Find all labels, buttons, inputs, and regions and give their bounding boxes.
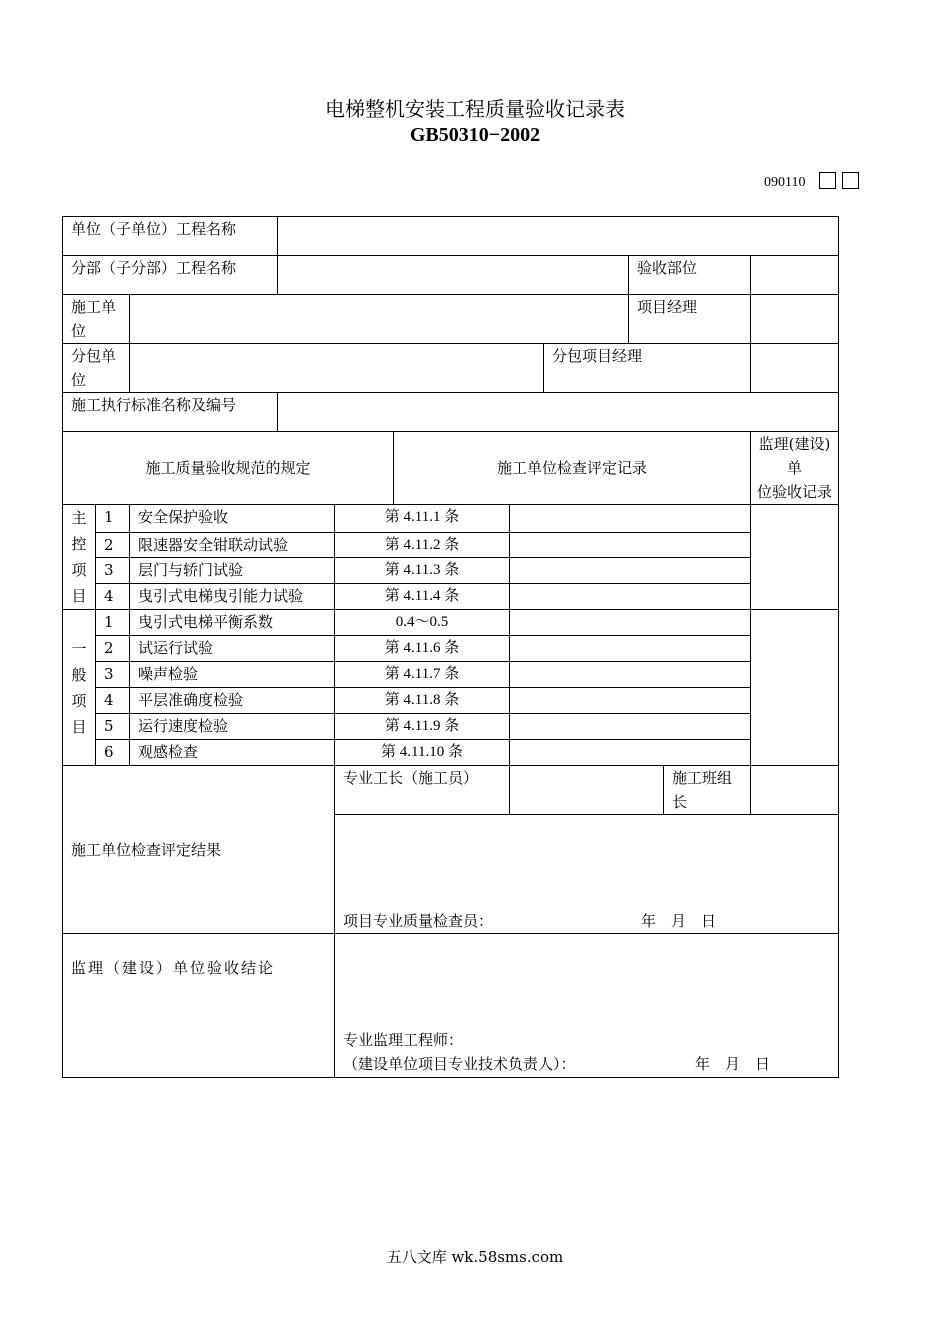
- item-standard: 第 4.11.4 条: [335, 584, 510, 610]
- document-title: 电梯整机安装工程质量验收记录表: [325, 97, 625, 121]
- check-result-label: 施工单位检查评定结果: [63, 766, 335, 934]
- footer-watermark: 五八文库 wk.58sms.com: [386, 1248, 564, 1266]
- item-name: 试运行试验: [130, 636, 335, 662]
- supervision-conclusion-label: 监理（建设）单位验收结论: [63, 934, 335, 1078]
- subcontract-unit-field[interactable]: [130, 344, 544, 393]
- subcontract-manager-field[interactable]: [751, 344, 839, 393]
- check-record-column-header: 施工单位检查评定记录: [394, 432, 751, 505]
- item-name: 安全保护验收: [130, 505, 335, 533]
- item-name: 运行速度检验: [130, 714, 335, 740]
- item-check-record-field[interactable]: [510, 610, 751, 636]
- team-leader-field[interactable]: [751, 766, 839, 815]
- item-name: 观感检查: [130, 740, 335, 766]
- supervision-conclusion-area[interactable]: [335, 934, 839, 1078]
- item-number: 2: [96, 533, 130, 558]
- item-name: 曳引式电梯平衡系数: [130, 610, 335, 636]
- general-supervision-record-field[interactable]: [751, 610, 839, 766]
- item-number: 3: [96, 558, 130, 584]
- item-standard: 第 4.11.2 条: [335, 533, 510, 558]
- item-number: 4: [96, 688, 130, 714]
- item-check-record-field[interactable]: [510, 662, 751, 688]
- subcontract-manager-label: 分包项目经理: [544, 344, 751, 393]
- item-number: 1: [96, 610, 130, 636]
- foreman-label: 专业工长（施工员）: [335, 766, 510, 815]
- spec-column-header: 施工质量验收规范的规定: [63, 432, 394, 505]
- item-standard: 第 4.11.3 条: [335, 558, 510, 584]
- item-check-record-field[interactable]: [510, 714, 751, 740]
- supervising-engineer-label: 专业监理工程师：: [343, 1031, 464, 1049]
- form-code-box-2[interactable]: [842, 172, 859, 189]
- acceptance-part-label: 验收部位: [629, 256, 751, 295]
- item-check-record-field[interactable]: [510, 558, 751, 584]
- item-check-record-field[interactable]: [510, 505, 751, 533]
- item-name: 噪声检验: [130, 662, 335, 688]
- acceptance-part-field[interactable]: [751, 256, 839, 295]
- supervision-record-header-line1: 监理(建设)单: [758, 435, 831, 477]
- document-subtitle: GB50310−2002: [409, 124, 541, 146]
- project-manager-field[interactable]: [751, 295, 839, 344]
- item-standard: 第 4.11.9 条: [335, 714, 510, 740]
- item-check-record-field[interactable]: [510, 688, 751, 714]
- main-supervision-record-field[interactable]: [751, 505, 839, 610]
- general-group-char: 一: [71, 639, 87, 658]
- item-number: 4: [96, 584, 130, 610]
- item-check-record-field[interactable]: [510, 533, 751, 558]
- main-control-group-label: [63, 505, 96, 610]
- item-name: 平层准确度检验: [130, 688, 335, 714]
- construction-unit-label: 施工单位: [63, 295, 130, 344]
- item-standard: 0.4～0.5: [335, 610, 510, 636]
- form-code: 090110: [764, 175, 806, 190]
- owner-tech-lead-label: （建设单位项目专业技术负责人）：: [343, 1055, 576, 1073]
- item-standard: 第 4.11.6 条: [335, 636, 510, 662]
- subcontract-unit-label: 分包单位: [63, 344, 130, 393]
- item-standard: 第 4.11.1 条: [335, 505, 510, 533]
- item-number: 6: [96, 740, 130, 766]
- supervision-record-header-line2: 位验收记录: [756, 483, 832, 501]
- item-standard: 第 4.11.7 条: [335, 662, 510, 688]
- item-check-record-field[interactable]: [510, 636, 751, 662]
- item-check-record-field[interactable]: [510, 740, 751, 766]
- item-standard: 第 4.11.8 条: [335, 688, 510, 714]
- general-group-char: 般: [71, 665, 87, 684]
- standard-field[interactable]: [278, 393, 839, 432]
- project-manager-label: 项目经理: [629, 295, 751, 344]
- item-number: 1: [96, 505, 130, 533]
- inspection-date-label: 年 月 日: [641, 912, 717, 930]
- foreman-field[interactable]: [510, 766, 664, 815]
- sub-project-name-label: 分部（子分部）工程名称: [63, 256, 278, 295]
- item-check-record-field[interactable]: [510, 584, 751, 610]
- acceptance-record-table: [62, 216, 839, 1078]
- main-group-char: 控: [71, 535, 87, 553]
- form-code-box-1[interactable]: [819, 172, 836, 189]
- construction-unit-field[interactable]: [130, 295, 629, 344]
- team-leader-label: 施工班组长: [664, 766, 751, 815]
- unit-project-name-label: 单位（子单位）工程名称: [63, 217, 278, 256]
- item-number: 5: [96, 714, 130, 740]
- item-number: 3: [96, 662, 130, 688]
- main-group-char: 主: [71, 509, 87, 527]
- supervision-record-column-header: [751, 432, 839, 505]
- item-number: 2: [96, 636, 130, 662]
- general-group-char: 目: [71, 717, 87, 736]
- main-group-char: 项: [71, 561, 87, 579]
- sub-project-name-field[interactable]: [278, 256, 629, 295]
- check-result-area[interactable]: [335, 815, 839, 934]
- item-standard: 第 4.11.10 条: [335, 740, 510, 766]
- conclusion-date-label: 年 月 日: [695, 1055, 771, 1073]
- inspector-label: 项目专业质量检查员：: [343, 912, 494, 930]
- main-group-char: 目: [71, 587, 87, 605]
- unit-project-name-field[interactable]: [278, 217, 839, 256]
- item-name: 限速器安全钳联动试验: [130, 533, 335, 558]
- standard-label: 施工执行标准名称及编号: [63, 393, 278, 432]
- item-name: 曳引式电梯曳引能力试验: [130, 584, 335, 610]
- general-group-label: [63, 610, 96, 766]
- item-name: 层门与轿门试验: [130, 558, 335, 584]
- general-group-char: 项: [71, 691, 87, 710]
